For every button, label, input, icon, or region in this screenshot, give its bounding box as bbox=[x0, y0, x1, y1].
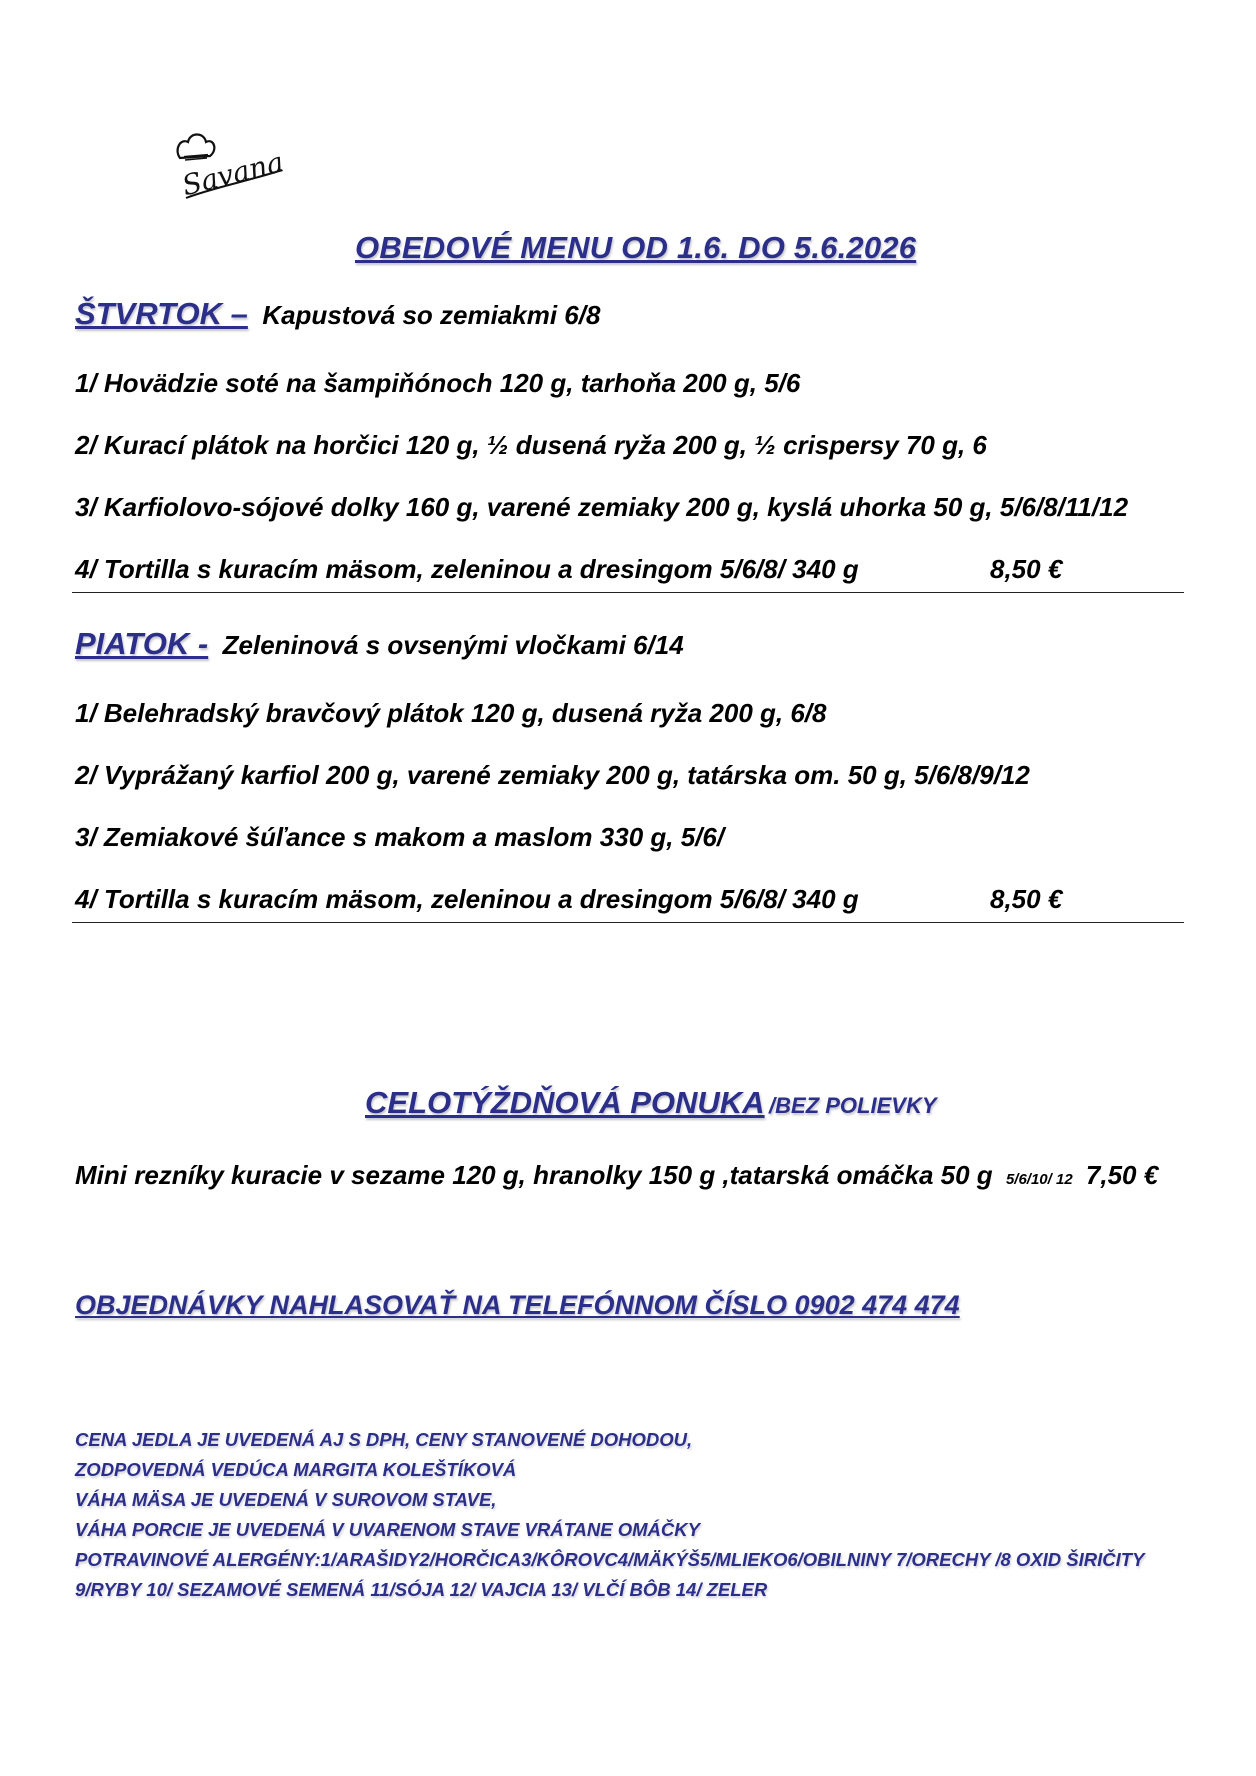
menu-item: 2/ Kurací plátok na horčici 120 g, ½ dusená ryža 200 g, ½ crispersy 70 g, 6 bbox=[75, 430, 987, 460]
menu-item: 3/ Karfiolovo-sójové dolky 160 g, varené zemiaky 200 g, kyslá uhorka 50 g, 5/6/8/11/12 bbox=[75, 492, 1129, 522]
menu-item: 1/ Belehradský bravčový plátok 120 g, dusená ryža 200 g, 6/8 bbox=[75, 698, 827, 728]
weekly-offer-item: Mini rezníky kuracie v sezame 120 g, hranolky 150 g ,tatarská omáčka 50 g 5/6/10/ 12 7,50 € bbox=[75, 1160, 1159, 1190]
footer-line: ZODPOVEDNÁ VEDÚCA MARGITA KOLEŠTÍKOVÁ bbox=[75, 1459, 517, 1480]
footer-line: POTRAVINOVÉ ALERGÉNY:1/ARAŠIDY2/HORČICA3/KÔROVC4/MÄKÝŠ5/MLIEKO6/OBILNINY 7/ORECHY /8 OXID ŠIRIČITY bbox=[75, 1549, 1145, 1570]
menu-item: 2/ Vyprážaný karfiol 200 g, varené zemiaky 200 g, tatárska om. 50 g, 5/6/8/9/12 bbox=[75, 760, 1030, 790]
day-name: PIATOK - bbox=[75, 626, 209, 661]
weekly-offer-title: CELOTÝŽDŇOVÁ PONUKA /BEZ POLIEVKY bbox=[365, 1085, 937, 1120]
price: 7,50 € bbox=[1085, 1160, 1159, 1190]
footer-notes bbox=[75, 1425, 1144, 1605]
weekly-offer-subtitle: /BEZ POLIEVKY bbox=[769, 1093, 937, 1118]
footer-line: CENA JEDLA JE UVEDENÁ AJ S DPH, CENY STANOVENÉ DOHODOU, bbox=[75, 1429, 693, 1450]
logo bbox=[172, 128, 292, 206]
day-heading-thursday bbox=[75, 296, 600, 332]
price: 8,50 € bbox=[990, 554, 1063, 584]
chef-hat-icon bbox=[172, 128, 292, 206]
price: 8,50 € bbox=[990, 884, 1063, 914]
footer-line: 9/RYBY 10/ SEZAMOVÉ SEMENÁ 11/SÓJA 12/ VAJCIA 13/ VLČÍ BÔB 14/ ZELER bbox=[75, 1579, 768, 1600]
menu-item: 4/ Tortilla s kuracím mäsom, zeleninou a dresingom 5/6/8/ 340 g 8,50 € bbox=[75, 554, 1063, 584]
soup-of-day: Zeleninová s ovsenými vločkami 6/14 bbox=[222, 630, 684, 660]
footer-line: VÁHA MÄSA JE UVEDENÁ V SUROVOM STAVE, bbox=[75, 1489, 497, 1510]
divider bbox=[72, 592, 1184, 593]
divider bbox=[72, 922, 1184, 923]
order-phone-notice: OBJEDNÁVKY NAHLASOVAŤ NA TELEFÓNNOM ČÍSLO 0902 474 474 bbox=[75, 1290, 960, 1320]
day-name: ŠTVRTOK – bbox=[75, 296, 248, 331]
day-heading-friday bbox=[75, 626, 684, 662]
svg-text:Savana: Savana bbox=[178, 145, 287, 203]
allergen-codes: 5/6/10/ 12 bbox=[1005, 1171, 1073, 1188]
menu-item: 3/ Zemiakové šúľance s makom a maslom 330 g, 5/6/ bbox=[75, 822, 725, 852]
soup-of-day: Kapustová so zemiakmi 6/8 bbox=[262, 300, 601, 330]
page-title: OBEDOVÉ MENU OD 1.6. DO 5.6.2026 bbox=[355, 230, 917, 265]
menu-item: 4/ Tortilla s kuracím mäsom, zeleninou a dresingom 5/6/8/ 340 g 8,50 € bbox=[75, 884, 1063, 914]
menu-item: 1/ Hovädzie soté na šampiňónoch 120 g, tarhoňa 200 g, 5/6 bbox=[75, 368, 801, 398]
footer-line: VÁHA PORCIE JE UVEDENÁ V UVARENOM STAVE VRÁTANE OMÁČKY bbox=[75, 1519, 700, 1540]
